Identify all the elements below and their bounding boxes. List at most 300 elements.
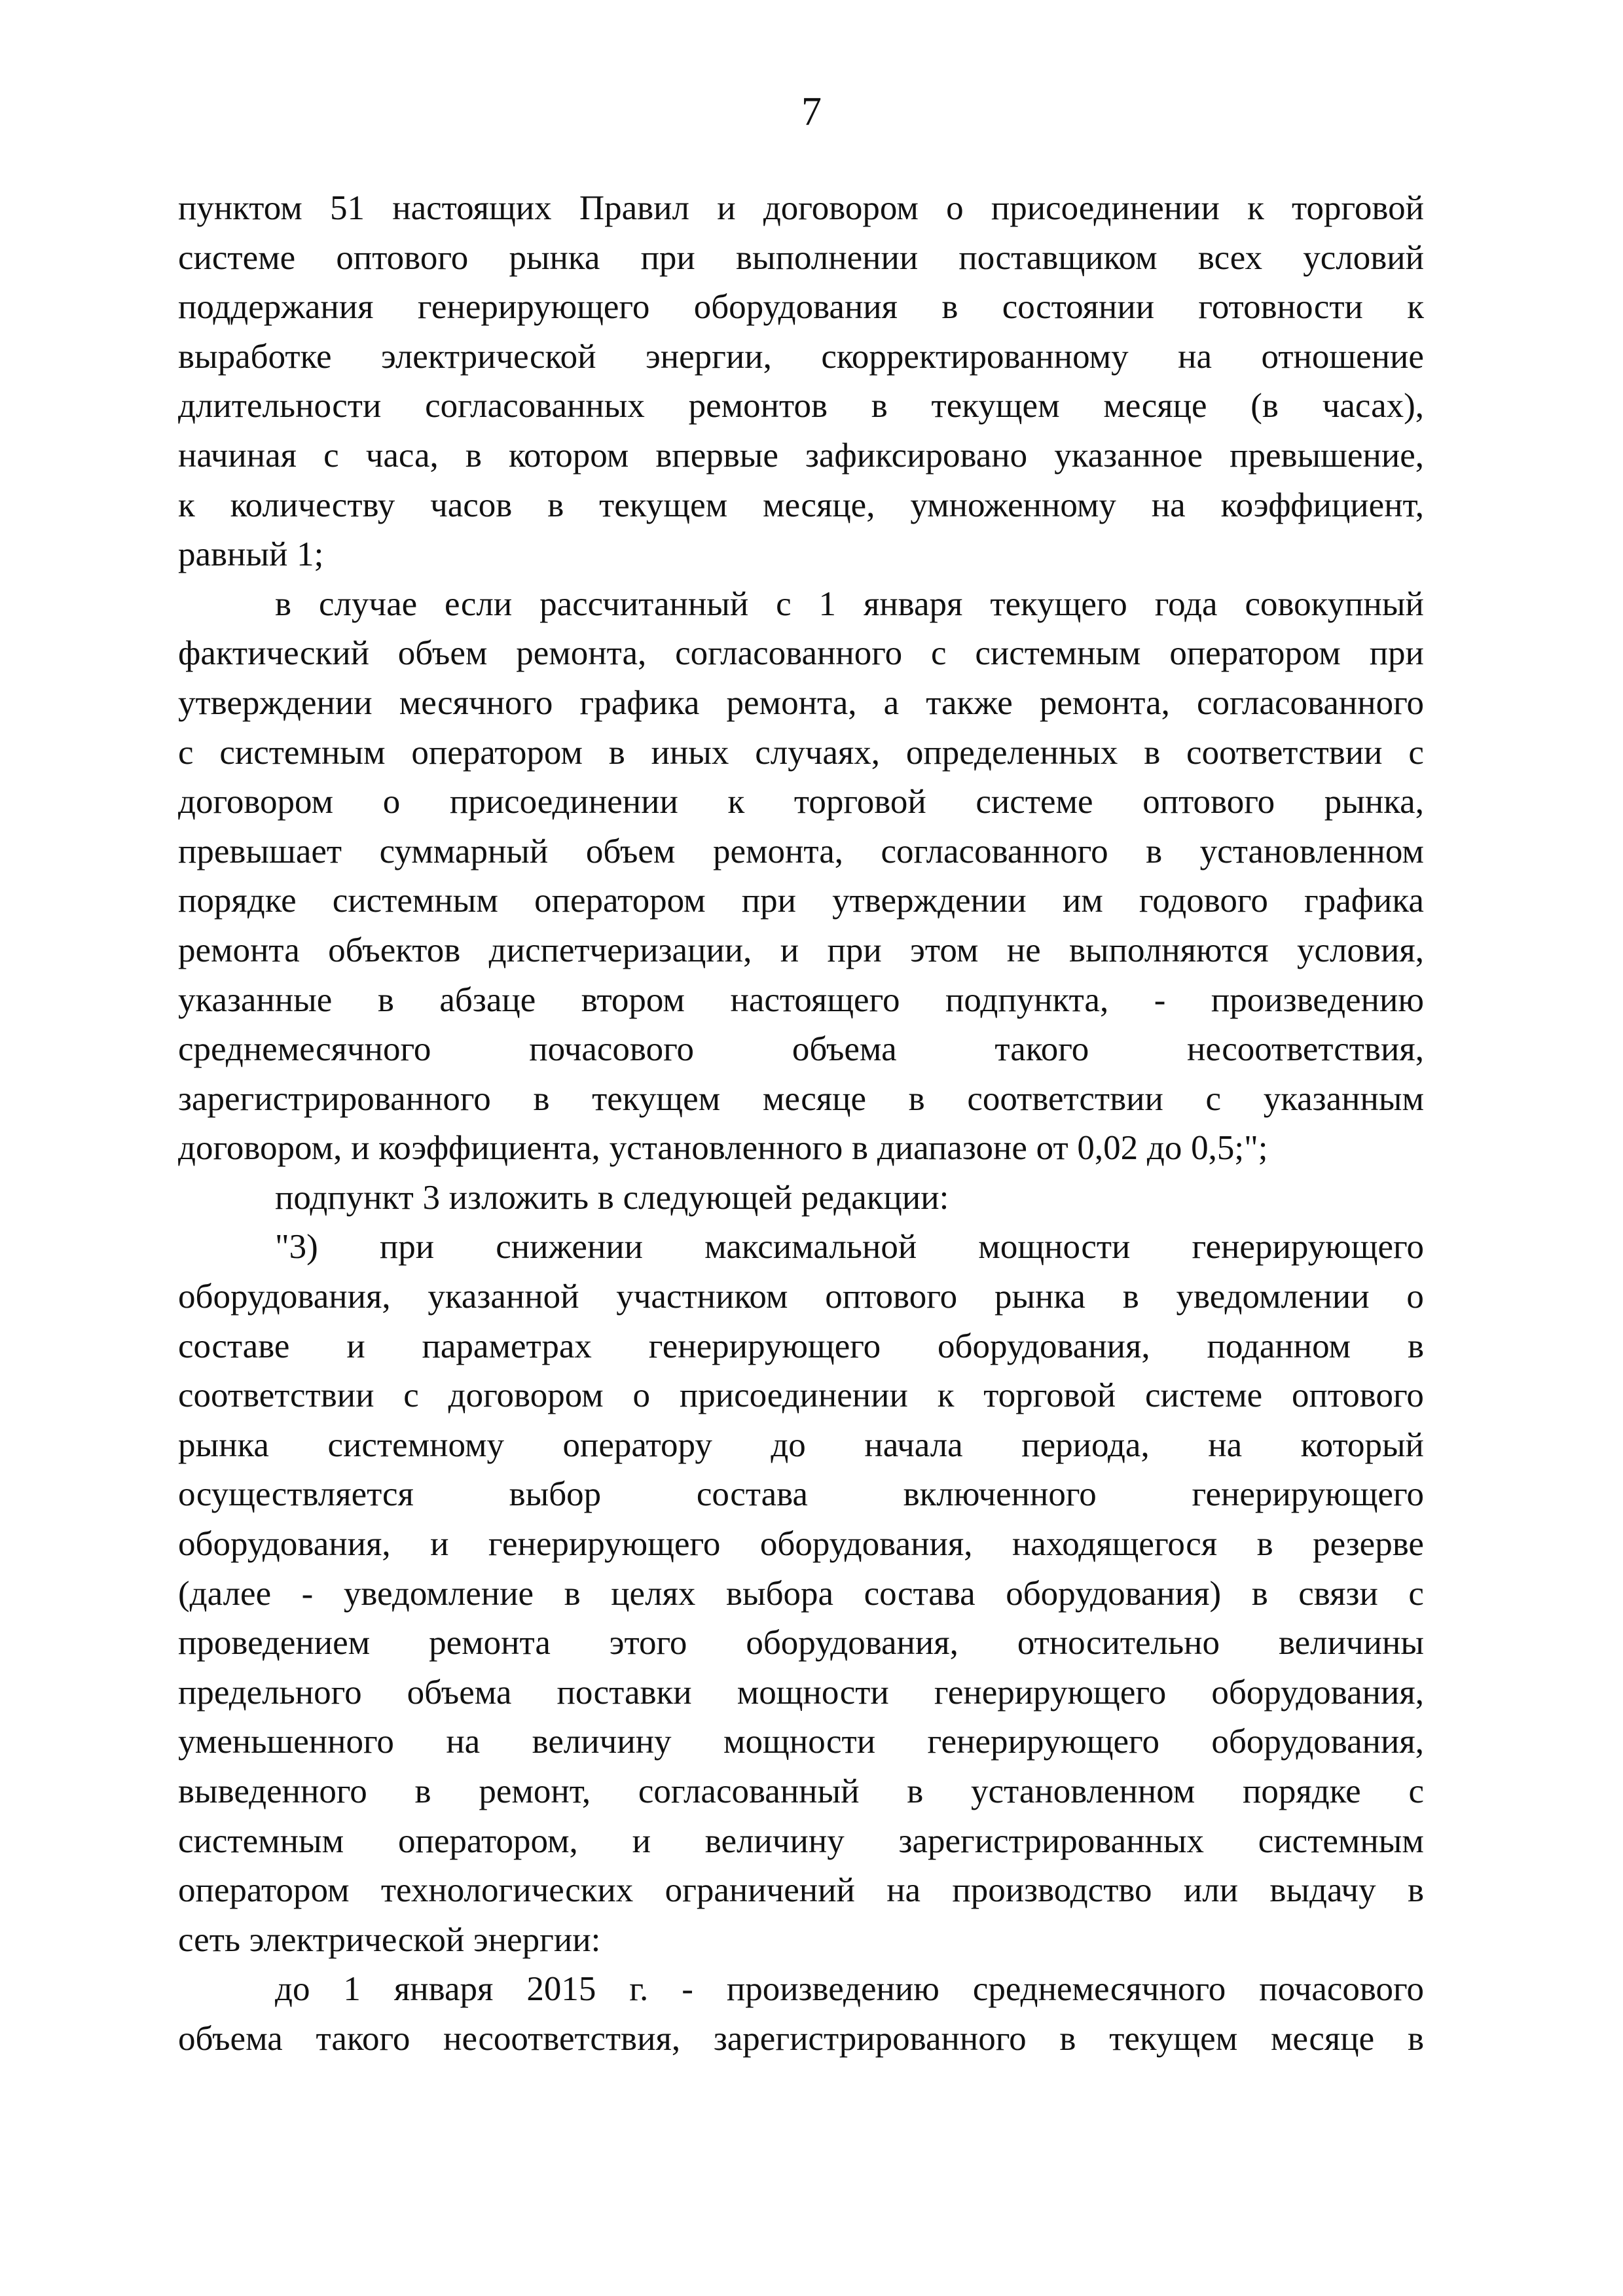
word: графика (1304, 882, 1424, 920)
word: на (446, 1723, 481, 1761)
word: электрической (381, 337, 596, 376)
word: 51 (330, 189, 365, 227)
word: с (1205, 1079, 1222, 1118)
word: оборудования) (1006, 1574, 1222, 1613)
word: месяце (1271, 2019, 1375, 2058)
word: включенного (903, 1475, 1097, 1514)
word: системе (1144, 1376, 1263, 1415)
word: превышение, (1230, 436, 1424, 475)
word: ремонта, (516, 634, 647, 673)
word: установленного (609, 1129, 843, 1168)
word: в (871, 387, 888, 425)
word: случае (318, 584, 418, 623)
word: месячного (399, 683, 553, 722)
text-line (178, 1075, 1424, 1124)
word: к (937, 1376, 955, 1415)
word: готовности (1198, 288, 1363, 327)
word: величину (704, 1821, 845, 1860)
word: такого (316, 2019, 410, 2058)
word: месяце, (763, 486, 875, 524)
text-line (178, 184, 1424, 234)
word: установленном (971, 1772, 1195, 1810)
word: выведенного (178, 1772, 367, 1810)
word: диапазоне (877, 1129, 1027, 1168)
word: и (351, 1129, 370, 1168)
text-line (178, 1570, 1424, 1619)
word: согласованного (675, 634, 903, 673)
word: оператору (562, 1426, 712, 1464)
word: 1 (343, 1970, 361, 2009)
word: редакции: (801, 1178, 949, 1217)
word: объем (397, 634, 488, 673)
word: в (1407, 1871, 1424, 1910)
word: от (1036, 1129, 1068, 1168)
word: о (1406, 1278, 1424, 1316)
word: всех (1197, 238, 1263, 277)
text-line (178, 679, 1424, 728)
word: "3) (275, 1228, 318, 1266)
word: генерирующего (488, 1525, 721, 1564)
word: ремонта, (726, 683, 857, 722)
word: соответствии (1186, 733, 1383, 772)
word: подпункт (275, 1178, 414, 1217)
word: электрической (249, 1920, 465, 1959)
text-line (178, 481, 1424, 531)
word: оптового (1291, 1376, 1424, 1415)
word: если (445, 584, 513, 623)
word: торговой (793, 783, 926, 821)
word: системным (178, 1821, 344, 1860)
word: объема (792, 1030, 897, 1069)
word: оператором (411, 733, 583, 772)
word: выработке (178, 337, 332, 376)
word: в (608, 733, 625, 772)
word: находящегося (1012, 1525, 1218, 1564)
word: предельного (178, 1673, 362, 1712)
text-line (178, 728, 1424, 778)
word: умноженному (910, 486, 1116, 524)
word: коэффициента, (378, 1129, 600, 1168)
text-line (178, 1767, 1424, 1817)
word: рынка, (1324, 783, 1424, 821)
text-line (178, 1520, 1424, 1570)
word: уменьшенного (178, 1723, 394, 1761)
word: относительно (1017, 1624, 1220, 1662)
text-line (178, 234, 1424, 283)
word: при (1369, 634, 1424, 673)
word: - (682, 1970, 693, 2009)
word: генерирующего (648, 1327, 881, 1365)
word: связи (1298, 1574, 1378, 1613)
word: поданном (1207, 1327, 1351, 1365)
word: котором (508, 436, 629, 475)
word: указанные (178, 980, 333, 1019)
word: генерирующего (1192, 1228, 1424, 1266)
word: оборудования, (759, 1525, 973, 1564)
word: осуществляется (178, 1475, 414, 1514)
word: начиная (178, 436, 297, 475)
word: настоящего (730, 980, 900, 1019)
word: указанное (1054, 436, 1203, 475)
word: в (377, 980, 394, 1019)
word: согласованный (638, 1772, 860, 1810)
text-line (178, 580, 1424, 630)
word: такого (994, 1030, 1089, 1069)
word: 3 (422, 1178, 441, 1217)
word: утверждении (178, 683, 373, 722)
word: отношение (1261, 337, 1424, 376)
word: присоединении (679, 1376, 908, 1415)
word: поставщиком (958, 238, 1158, 277)
word: почасового (1259, 1970, 1424, 2009)
word: этого (609, 1624, 687, 1662)
word: системным (1258, 1821, 1424, 1860)
word: оператором, (397, 1821, 578, 1860)
word: с (403, 1376, 419, 1415)
text-line (178, 1174, 1424, 1223)
text-line (178, 1124, 1424, 1174)
word: в (564, 1574, 581, 1613)
word: энергии, (645, 337, 772, 376)
word: энергии: (473, 1920, 601, 1959)
text-line (178, 1223, 1424, 1272)
word: порядке (1243, 1772, 1361, 1810)
word: о (632, 1376, 651, 1415)
word: договором (178, 783, 334, 821)
word: снижении (496, 1228, 644, 1266)
word: ремонта, (712, 832, 843, 870)
word: текущем (592, 1079, 721, 1118)
word: оборудования, (938, 1327, 1150, 1365)
word: величины (1278, 1624, 1424, 1662)
word: суммарный (379, 832, 549, 870)
word: 2015 (526, 1970, 596, 2009)
word: выбора (725, 1574, 834, 1613)
word: генерирующего (927, 1723, 1159, 1761)
text-line (178, 778, 1424, 827)
word: уведомление (343, 1574, 534, 1613)
word: при (379, 1228, 435, 1266)
word: оптового (825, 1278, 958, 1316)
word: или (1183, 1871, 1239, 1910)
word: равный (178, 535, 288, 574)
word: уведомлении (1176, 1278, 1370, 1316)
word: в (908, 1079, 925, 1118)
word: января (393, 1970, 494, 2009)
word: оператором (178, 1871, 350, 1910)
word: года (1154, 584, 1218, 623)
text-line (178, 629, 1424, 679)
word: ограничений (665, 1871, 855, 1910)
word: выполняются (1069, 931, 1269, 969)
text-line (178, 1668, 1424, 1718)
word: соответствии (967, 1079, 1163, 1118)
word: о (946, 189, 964, 227)
word: 1 (818, 584, 837, 623)
word: месяце (1103, 387, 1207, 425)
word: зарегистрированного (178, 1079, 491, 1118)
word: объема (178, 2019, 283, 2058)
text-line (178, 2015, 1424, 2064)
word: им (1062, 882, 1103, 920)
word: часа, (365, 436, 439, 475)
word: следующей (623, 1178, 793, 1217)
word: системным (332, 882, 498, 920)
text-line (178, 827, 1424, 877)
word: почасового (529, 1030, 695, 1069)
word: к (178, 486, 195, 524)
word: с (1408, 733, 1424, 772)
word: до (771, 1426, 806, 1464)
word: втором (581, 980, 685, 1019)
word: мощности (978, 1228, 1131, 1266)
word: рынка (509, 238, 600, 277)
word: согласованных (425, 387, 645, 425)
text-line (178, 1717, 1424, 1767)
word: г. (629, 1970, 649, 2009)
word: в (1256, 1525, 1273, 1564)
word: в (1122, 1278, 1139, 1316)
word: и (632, 1821, 651, 1860)
word: договором (448, 1376, 604, 1415)
word: оптового (336, 238, 469, 277)
word: состава (864, 1574, 976, 1613)
word: января (863, 584, 963, 623)
word: пунктом (178, 189, 302, 227)
word: ремонтов (688, 387, 828, 425)
word: в (1407, 2019, 1424, 2058)
word: согласованного (1196, 683, 1424, 722)
word: этом (910, 931, 979, 969)
word: условия, (1297, 931, 1424, 969)
word: с (1408, 1574, 1424, 1613)
word: и (430, 1525, 449, 1564)
word: генерирующего (417, 288, 650, 327)
word: зарегистрированного (713, 2019, 1027, 2058)
word: оптового (1142, 783, 1275, 821)
word: на (1208, 1426, 1243, 1464)
word: присоединении (449, 783, 678, 821)
word: оборудования, (178, 1278, 391, 1316)
text-line (178, 1965, 1424, 2015)
word: впервые (655, 436, 778, 475)
word: до (275, 1970, 310, 2009)
word: установленном (1199, 832, 1424, 870)
text-line (178, 1817, 1424, 1867)
word: к (1247, 189, 1264, 227)
word: мощности (723, 1723, 876, 1761)
word: системе (976, 783, 1093, 821)
word: скорректированному (821, 337, 1129, 376)
word: с (178, 733, 194, 772)
word: системным (219, 733, 386, 772)
word: часах), (1322, 387, 1424, 425)
word: не (1006, 931, 1041, 969)
word: подпункта, (945, 980, 1109, 1019)
word: в (852, 1129, 869, 1168)
word: текущего (990, 584, 1127, 623)
word: и (717, 189, 736, 227)
word: резерве (1313, 1525, 1424, 1564)
text-line (178, 1916, 1424, 1965)
word: производство (952, 1871, 1152, 1910)
word: объем (585, 832, 676, 870)
word: при (827, 931, 882, 969)
word: объектов (328, 931, 461, 969)
word: технологических (380, 1871, 634, 1910)
word: рынка (178, 1426, 269, 1464)
word: абзаце (439, 980, 536, 1019)
word: определенных (905, 733, 1118, 772)
word: совокупный (1245, 584, 1424, 623)
text-line (178, 876, 1424, 926)
word: в (907, 1772, 924, 1810)
word: указанной (428, 1278, 579, 1316)
word: в (547, 486, 564, 524)
word: рынка (994, 1278, 1085, 1316)
word: согласованного (881, 832, 1108, 870)
word: выдачу (1269, 1871, 1376, 1910)
word: также (926, 683, 1013, 722)
word: часов (430, 486, 513, 524)
word: случаях, (755, 733, 881, 772)
word: периода, (1021, 1426, 1150, 1464)
word: в (275, 584, 292, 623)
word: выбор (509, 1475, 602, 1514)
word: при (741, 882, 796, 920)
word: в (414, 1772, 431, 1810)
word: зафиксировано (805, 436, 1028, 475)
word: годового (1139, 882, 1268, 920)
word: а (883, 683, 900, 722)
word: который (1300, 1426, 1424, 1464)
word: поддержания (178, 288, 374, 327)
word: ремонт, (479, 1772, 591, 1810)
word: сеть (178, 1920, 241, 1959)
word: в (1251, 1574, 1268, 1613)
word: произведению (726, 1970, 939, 2009)
word: участником (616, 1278, 788, 1316)
text-line (178, 1322, 1424, 1372)
word: величину (532, 1723, 672, 1761)
word: на (886, 1871, 921, 1910)
word: несоответствия, (443, 2019, 681, 2058)
word: длительности (178, 387, 382, 425)
word: состава (696, 1475, 808, 1514)
word: оборудования, (1211, 1673, 1424, 1712)
word: поставки (556, 1673, 692, 1712)
word: в (1407, 1327, 1424, 1365)
word: на (1178, 337, 1213, 376)
word: порядке (178, 882, 297, 920)
word: 0,02 (1077, 1129, 1139, 1168)
word: генерирующего (1192, 1475, 1424, 1514)
word: коэффициент, (1220, 486, 1424, 524)
word: графика (579, 683, 700, 722)
word: параметрах (422, 1327, 592, 1365)
word: среднемесячного (972, 1970, 1226, 2009)
word: текущем (1109, 2019, 1238, 2058)
word: в (941, 288, 958, 327)
text-line (178, 382, 1424, 431)
word: настоящих (392, 189, 552, 227)
text-line (178, 283, 1424, 332)
word: диспетчеризации, (488, 931, 752, 969)
word: (далее (178, 1574, 272, 1613)
word: произведению (1211, 980, 1424, 1019)
word: указанным (1263, 1079, 1424, 1118)
word: месяце (762, 1079, 867, 1118)
word: ремонта (178, 931, 300, 969)
word: к (1407, 288, 1424, 327)
word: системному (327, 1426, 504, 1464)
word: генерирующего (934, 1673, 1167, 1712)
word: торговой (983, 1376, 1116, 1415)
word: текущем (931, 387, 1060, 425)
word: в (465, 436, 482, 475)
word: и (346, 1327, 365, 1365)
word: договором (763, 189, 919, 227)
word: зарегистрированных (898, 1821, 1204, 1860)
word: утверждении (832, 882, 1027, 920)
word: в (1059, 2019, 1076, 2058)
word: с (776, 584, 792, 623)
word: на (1151, 486, 1186, 524)
word: фактический (178, 634, 369, 673)
word: соответствии (178, 1376, 374, 1415)
word: при (640, 238, 695, 277)
word: с (930, 634, 947, 673)
text-line (178, 1470, 1424, 1520)
word: до (1146, 1129, 1182, 1168)
word: состоянии (1002, 288, 1155, 327)
word: текущем (599, 486, 728, 524)
word: начала (864, 1426, 963, 1464)
word: в (1146, 832, 1163, 870)
word: максимальной (704, 1228, 917, 1266)
word: изложить (448, 1178, 589, 1217)
word: мощности (737, 1673, 889, 1712)
word: о (382, 783, 401, 821)
word: торговой (1292, 189, 1424, 227)
text-line (178, 1866, 1424, 1916)
word: с (323, 436, 339, 475)
word: в (1144, 733, 1161, 772)
word: 0,5;"; (1191, 1129, 1268, 1168)
word: к (727, 783, 745, 821)
page-number: 7 (801, 90, 822, 134)
text-line (178, 1619, 1424, 1668)
text-line (178, 431, 1424, 481)
word: договором, (178, 1129, 342, 1168)
text-line (178, 976, 1424, 1026)
word: оборудования, (746, 1624, 958, 1662)
word: и (780, 931, 799, 969)
word: (в (1250, 387, 1279, 425)
word: рассчитанный (539, 584, 749, 623)
word: в (597, 1178, 614, 1217)
word: системе (178, 238, 296, 277)
word: ремонта, (1039, 683, 1170, 722)
text-line (178, 926, 1424, 976)
word: иных (651, 733, 729, 772)
word: несоответствия, (1187, 1030, 1424, 1069)
word: с (1408, 1772, 1424, 1810)
word: проведением (178, 1624, 371, 1662)
word: оборудования (693, 288, 898, 327)
word: количеству (230, 486, 395, 524)
word: оператором (534, 882, 706, 920)
